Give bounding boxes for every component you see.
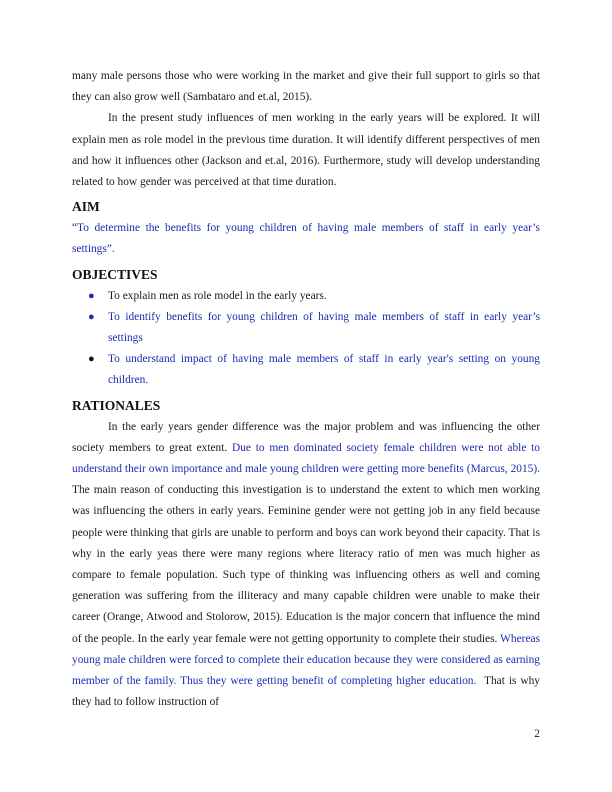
aim-text: “To determine the benefits for young children of having male members of staff in early year’s settings”. xyxy=(72,222,540,256)
objective-text: To explain men as role model in the early years. xyxy=(108,289,327,302)
rationales-highlight: Whereas young male children were forced to complete their education because they were considered as earning member of the family. Thus they were getting benefit of completing higher education. xyxy=(72,632,540,688)
objective-item xyxy=(72,349,540,391)
rationales-text: The main reason of conducting this investigation is to understand the extent to which men working was influencing the others in early years. Feminine gender were not getting job in any field because people were thinking that girls are unable to perform and boys can work beyond their capacity. That is why in the early yeas there were many regions where literacy ratio of men was much higher as compare to female population. Such type of thinking was influencing others as well and coming generation was suffering from the illiteracy and many capable children were unable to make their career (Orange, Atwood and Stolorow, 2015). Education is the major concern that influence the mind of the people. In the early year female were not getting opportunity to complete their studies. xyxy=(72,484,540,645)
bullet-icon: ● xyxy=(88,310,95,323)
objectives-heading: OBJECTIVES xyxy=(72,266,158,282)
bullet-icon: ● xyxy=(88,289,95,302)
intro-paragraph-continued: many male persons those who were working in the market and give their full support to girls so that they can also grow well (Sambataro and et.al, 2015). xyxy=(72,70,540,104)
rationales-heading: RATIONALES xyxy=(72,397,161,413)
objective-item xyxy=(72,286,540,307)
rationales-paragraph xyxy=(72,417,543,714)
rationales-text: In the early years gender difference was the major problem and was influencing the other society members to great extent. xyxy=(72,420,540,454)
page-number: 2 xyxy=(534,728,540,740)
bullet-icon: ● xyxy=(88,353,95,366)
objective-text: To identify benefits for young children of having male members of staff in early year’s settings xyxy=(108,310,540,345)
rationales-text: That is why they had to follow instruction of xyxy=(72,675,543,709)
rationales-highlight: Due to men dominated society female children were not able to understand their own importance and male young children were getting more benefits (Marcus, 2015). xyxy=(72,441,541,476)
objective-item xyxy=(72,307,540,349)
intro-paragraph: In the present study influences of men working in the early years will be explored. It will explain men as role model in the previous time duration. It will identify different perspectives of men and how it influences other (Jackson and et.al, 2016). Furthermore, study will develop understanding related to how gender was perceived at that time duration. xyxy=(72,112,540,189)
aim-heading: AIM xyxy=(72,199,100,215)
document-page xyxy=(72,66,543,713)
objectives-list xyxy=(72,286,540,392)
objective-text: To understand impact of having male members of staff in early year's setting on young children. xyxy=(108,353,540,387)
